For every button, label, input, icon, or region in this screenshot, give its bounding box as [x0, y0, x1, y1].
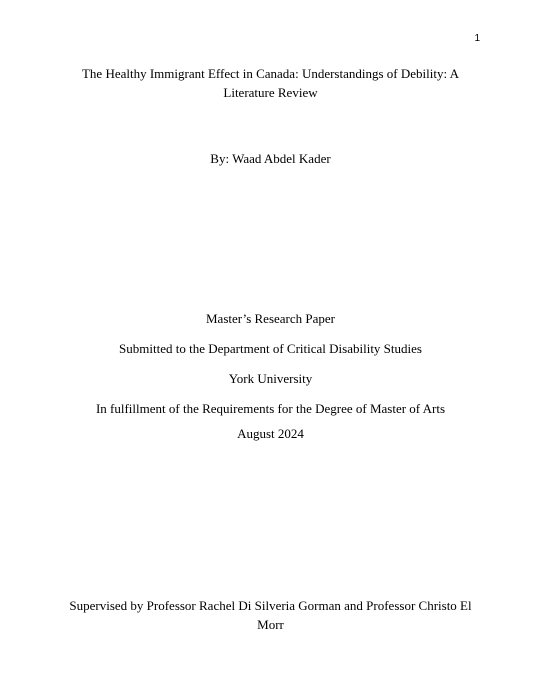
page-number: 1	[474, 33, 480, 44]
degree-fulfillment: In fulfillment of the Requirements for the Degree of Master of Arts	[95, 401, 446, 416]
author-line: By: Waad Abdel Kader	[210, 151, 331, 166]
supervisors-line-2: Morr	[257, 617, 284, 632]
supervisors-line	[40, 596, 501, 634]
supervisors-line-1: Supervised by Professor Rachel Di Silveria Gorman and Professor Christo El	[69, 598, 472, 613]
university-name: York University	[228, 371, 313, 386]
paper-type: Master’s Research Paper	[206, 311, 335, 326]
department-line: Submitted to the Department of Critical Disability Studies	[119, 341, 422, 356]
title-line-1: The Healthy Immigrant Effect in Canada: Understandings of Debility: A	[81, 66, 460, 81]
title-line-2: Literature Review	[223, 85, 318, 100]
document-title	[40, 64, 501, 102]
submission-date: August 2024	[237, 426, 304, 441]
